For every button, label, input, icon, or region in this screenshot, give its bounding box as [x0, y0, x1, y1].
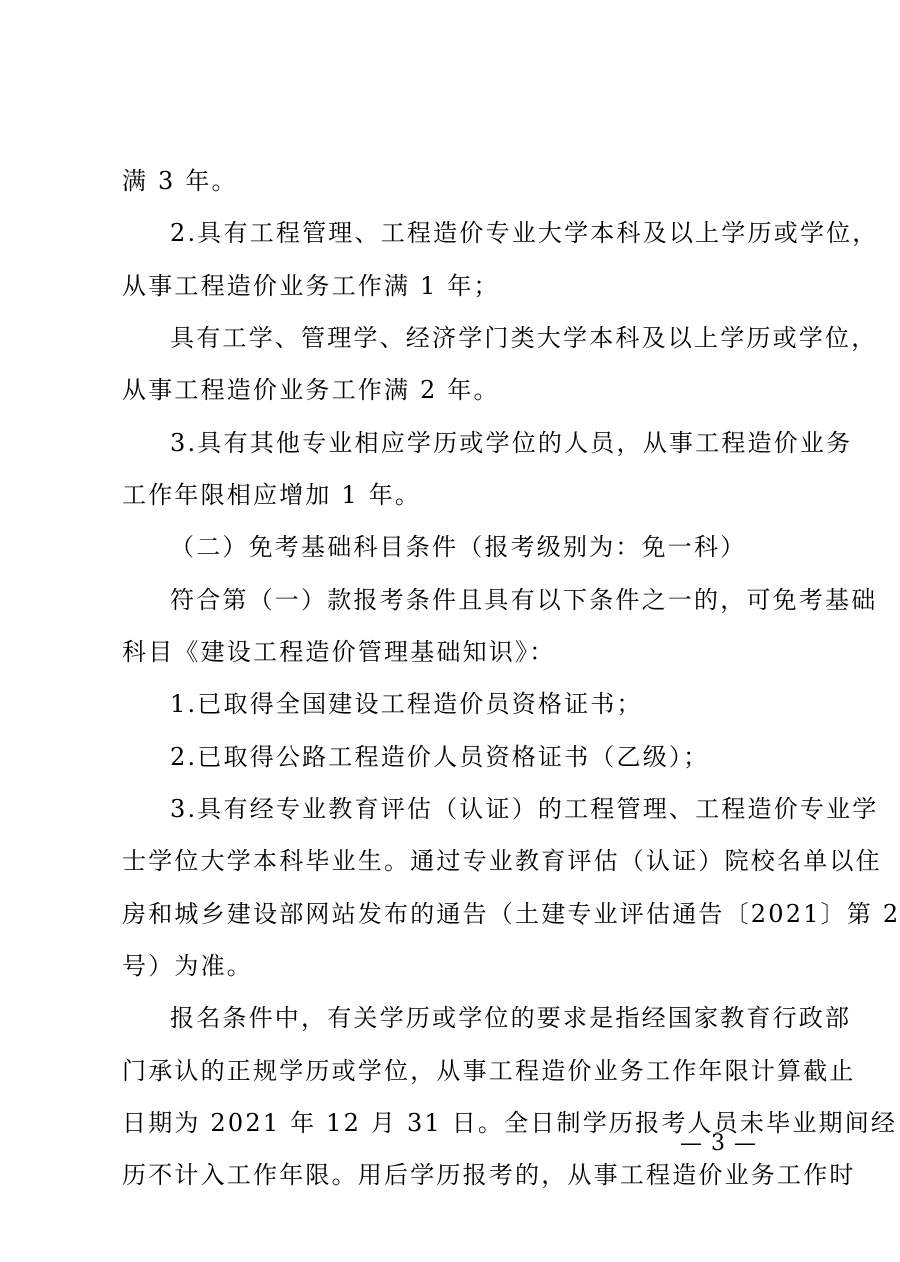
page-number: — 3 —: [680, 1131, 757, 1156]
text-line: 从事工程造价业务工作满 2 年。: [122, 376, 500, 404]
text-line: 满 3 年。: [122, 167, 238, 195]
text-line: 2.已取得公路工程造价人员资格证书（乙级）；: [170, 743, 710, 771]
text-line: 科目《建设工程造价管理基础知识》：: [122, 638, 556, 666]
text-line: 日期为 2021 年 12 月 31 日。全日制学历报考人员未毕业期间经: [122, 1109, 898, 1137]
text-line: 门承认的正规学历或学位，从事工程造价业务工作年限计算截止: [122, 1057, 856, 1085]
text-line: 具有工学、管理学、经济学门类大学本科及以上学历或学位，: [170, 324, 878, 352]
text-line: 报名条件中，有关学历或学位的要求是指经国家教育行政部: [170, 1004, 852, 1032]
text-line: 房和城乡建设部网站发布的通告（土建专业评估通告〔2021〕第 2: [122, 900, 900, 928]
text-line: 工作年限相应增加 1 年。: [122, 481, 422, 509]
text-line: 3.具有其他专业相应学历或学位的人员，从事工程造价业务: [170, 429, 853, 457]
text-line: 2.具有工程管理、工程造价专业大学本科及以上学历或学位，: [170, 219, 879, 247]
section-heading: （二）免考基础科目条件（报考级别为：免一科）: [170, 533, 747, 561]
text-line: 士学位大学本科毕业生。通过专业教育评估（认证）院校名单以住: [122, 847, 882, 875]
text-line: 3.具有经专业教育评估（认证）的工程管理、工程造价专业学: [170, 795, 879, 823]
text-line: 历不计入工作年限。用后学历报考的，从事工程造价业务工作时: [122, 1161, 856, 1189]
text-line: 号）为准。: [122, 952, 253, 980]
text-line: 从事工程造价业务工作满 1 年；: [122, 272, 500, 300]
text-line: 1.已取得全国建设工程造价员资格证书；: [170, 690, 643, 718]
text-line: 符合第（一）款报考条件且具有以下条件之一的，可免考基础: [170, 586, 878, 614]
